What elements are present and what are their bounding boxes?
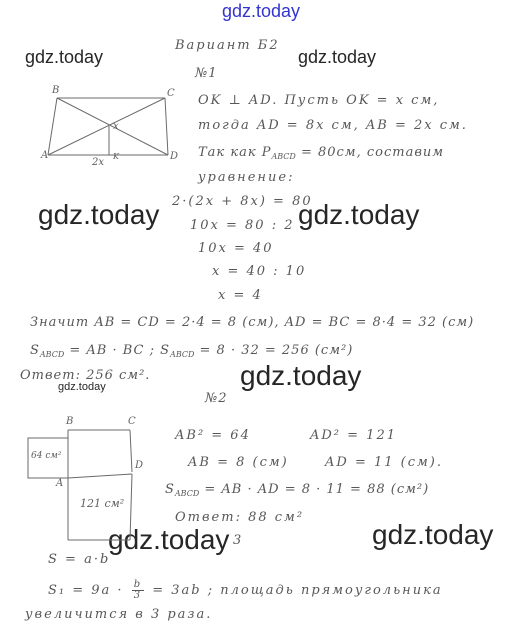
fraction-denominator: 3	[133, 590, 143, 601]
watermark: gdz.today	[372, 519, 494, 550]
watermark: gdz.today	[240, 360, 362, 391]
text-segment: = 80см, составим	[295, 145, 445, 160]
side-cd	[165, 98, 168, 155]
task1-number: №1	[195, 66, 218, 81]
equation-line: 2·(2x + 8x) = 80	[172, 194, 313, 209]
vertex-a-label: A	[56, 478, 64, 489]
small-square-area: 64 см²	[31, 451, 62, 461]
task3-line	[48, 580, 443, 601]
task1-line: тогда AD = 8x см, AB = 2x см.	[198, 118, 468, 133]
equation-line: 10x = 40	[198, 241, 274, 256]
variant-title: Вариант Б2	[175, 38, 280, 53]
equation-line: x = 40 : 10	[212, 264, 307, 279]
vertex-c-label: C	[167, 88, 175, 99]
ad-length-label: 2x	[92, 157, 105, 168]
task1-line: уравнение:	[198, 170, 295, 185]
vertex-d-label: D	[170, 151, 179, 162]
vertex-d-label: D	[135, 460, 144, 471]
task3-line: S = a·b	[48, 552, 111, 567]
side-ad	[68, 474, 132, 478]
fraction	[132, 580, 144, 601]
watermark: gdz.today	[38, 199, 160, 230]
task2-number: №2	[205, 391, 228, 406]
text-segment: = 8 · 32 = 256 (см²)	[194, 343, 354, 358]
task2-line	[165, 482, 429, 498]
subscript: ABCD	[39, 350, 65, 359]
equation-line: 10x = 80 : 2	[190, 218, 295, 233]
equation-line: x = 4	[218, 288, 263, 303]
task1-line	[30, 343, 353, 359]
vertex-b-label: B	[66, 416, 74, 427]
watermark-small: gdz.today	[58, 381, 106, 393]
text-segment: S	[165, 482, 175, 497]
task2-line: AB = 8 (см)	[188, 455, 289, 470]
task1-answer: Ответ: 256 см².	[20, 368, 151, 383]
text-segment: Так как P	[198, 145, 272, 160]
fraction-numerator: b	[133, 579, 143, 590]
watermark: gdz.today	[298, 199, 420, 230]
side-cd	[130, 430, 132, 472]
watermark: gdz.today	[25, 47, 104, 67]
ok-length-label: x	[113, 121, 119, 132]
watermark: gdz.today	[298, 47, 377, 67]
task2-line: AB² = 64	[175, 428, 251, 443]
squares-figure	[20, 420, 150, 550]
task1-line: OK ⊥ AD. Пусть OK = x см,	[198, 93, 440, 108]
watermark: gdz.today	[108, 524, 230, 555]
diagonal-ac	[48, 98, 165, 155]
task2-line: AD² = 121	[310, 428, 397, 443]
task3-number: 3	[233, 533, 243, 548]
side-ab	[48, 98, 57, 155]
vertex-b-label: B	[52, 85, 60, 96]
task2-answer: Ответ: 88 см²	[175, 510, 305, 525]
text-segment: = AB · BC ; S	[64, 343, 171, 358]
task2-line: AD = 11 (см).	[325, 455, 443, 470]
subscript: ABCD	[174, 489, 200, 498]
rect-right-side	[130, 474, 132, 540]
task3-conclusion: увеличится в 3 раза.	[25, 607, 213, 622]
text-segment: S	[30, 343, 40, 358]
point-k-label: K	[113, 152, 119, 161]
rectangle-area: 121 см²	[80, 497, 125, 510]
text-segment: = AB · AD = 8 · 11 = 88 (см²)	[199, 482, 430, 497]
task1-line: Значит AB = CD = 2·4 = 8 (см), AD = BC = 8·4 = 32 (см)	[30, 315, 475, 330]
task1-line	[198, 145, 444, 161]
text-segment: S₁ = 9a ·	[48, 583, 130, 598]
vertex-c-label: C	[128, 416, 136, 427]
subscript: ABCD	[170, 350, 195, 359]
text-segment: = 3ab ; площадь прямоугольника	[146, 583, 443, 598]
rectangle-figure	[40, 85, 180, 165]
vertex-a-label: A	[41, 150, 49, 161]
subscript: ABCD	[271, 152, 296, 161]
watermark-top: gdz.today	[222, 1, 301, 21]
